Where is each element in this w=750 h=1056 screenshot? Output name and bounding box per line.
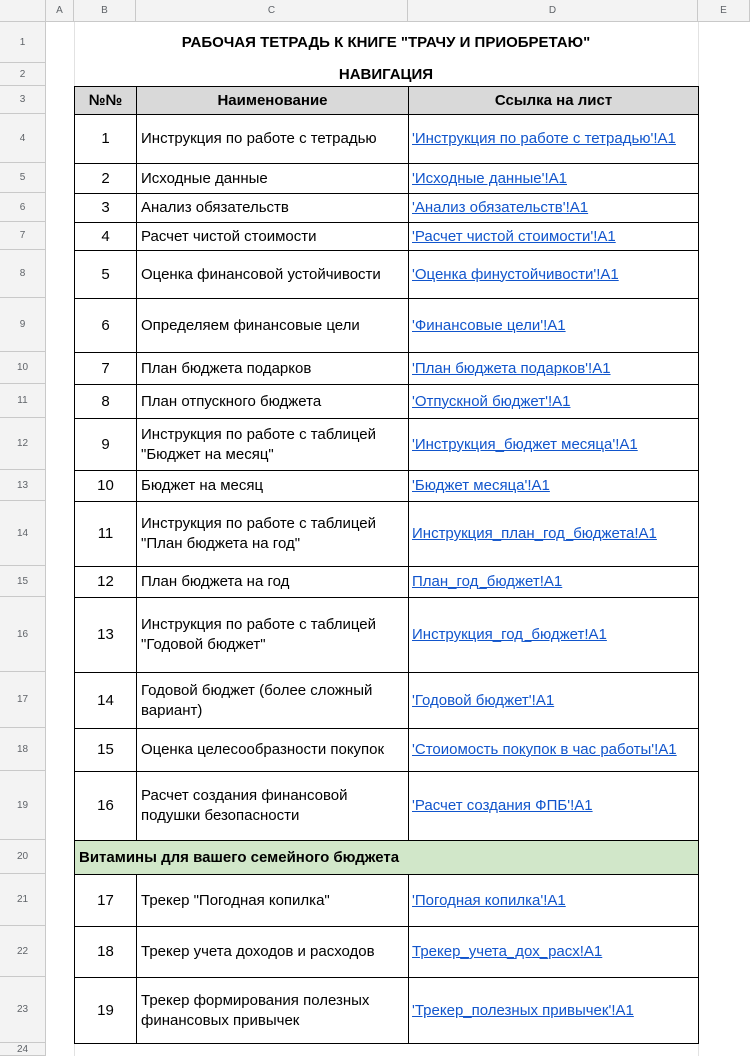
row-header[interactable]: 5 (0, 163, 46, 193)
header-name: Наименование (136, 86, 409, 115)
row-name: План отпускного бюджета (136, 384, 409, 419)
row-header[interactable]: 24 (0, 1043, 46, 1056)
row-name: Трекер формирования полезных финансовых привычек (136, 977, 409, 1044)
sheet-link[interactable]: 'Годовой бюджет'!A1 (408, 672, 699, 729)
row-name: Инструкция по работе с таблицей "План бюджета на год" (136, 501, 409, 567)
row-header[interactable]: 10 (0, 352, 46, 384)
row-header[interactable]: 20 (0, 840, 46, 874)
row-name: План бюджета подарков (136, 352, 409, 385)
sheet-link[interactable]: Инструкция_год_бюджет!A1 (408, 597, 699, 673)
row-header[interactable]: 17 (0, 672, 46, 728)
page-title: РАБОЧАЯ ТЕТРАДЬ К КНИГЕ "ТРАЧУ И ПРИОБРЕТАЮ" (181, 34, 591, 51)
row-num: 8 (74, 384, 137, 419)
row-header[interactable]: 15 (0, 566, 46, 597)
row-name: План бюджета на год (136, 566, 409, 598)
row-name: Трекер "Погодная копилка" (136, 874, 409, 927)
row-num: 4 (74, 222, 137, 251)
row-num: 7 (74, 352, 137, 385)
sheet-link[interactable]: 'План бюджета подарков'!A1 (408, 352, 699, 385)
row-header[interactable]: 14 (0, 501, 46, 566)
sheet-link[interactable]: 'Исходные данные'!A1 (408, 163, 699, 194)
row-name: Определяем финансовые цели (136, 298, 409, 353)
sheet-link[interactable]: 'Погодная копилка'!A1 (408, 874, 699, 927)
row-num: 19 (74, 977, 137, 1044)
row-header[interactable]: 4 (0, 114, 46, 163)
row-name: Трекер учета доходов и расходов (136, 926, 409, 978)
row-name: Расчет чистой стоимости (136, 222, 409, 251)
sheet-link[interactable]: Трекер_учета_дох_расх!A1 (408, 926, 699, 978)
row-num: 18 (74, 926, 137, 978)
row-header[interactable]: 21 (0, 874, 46, 926)
row-header[interactable]: 19 (0, 771, 46, 840)
row-header[interactable]: 9 (0, 298, 46, 352)
sheet-link[interactable]: 'Отпускной бюджет'!A1 (408, 384, 699, 419)
sheet-link[interactable]: 'Оценка финустойчивости'!A1 (408, 250, 699, 299)
sheet-link[interactable]: План_год_бюджет!A1 (408, 566, 699, 598)
row-header[interactable]: 7 (0, 222, 46, 250)
sheet-link[interactable]: 'Бюджет месяца'!A1 (408, 470, 699, 502)
sheet-link[interactable]: 'Финансовые цели'!A1 (408, 298, 699, 353)
navigation-heading: НАВИГАЦИЯ (338, 66, 434, 83)
column-header-b[interactable]: B (74, 0, 136, 22)
row-header[interactable]: 6 (0, 193, 46, 222)
column-header-c[interactable]: C (136, 0, 408, 22)
row-name: Оценка целесообразности покупок (136, 728, 409, 772)
row-header[interactable]: 12 (0, 418, 46, 470)
header-link: Ссылка на лист (408, 86, 699, 115)
row-header[interactable]: 18 (0, 728, 46, 771)
row-name: Исходные данные (136, 163, 409, 194)
column-header-a[interactable]: A (46, 0, 74, 22)
row-num: 13 (74, 597, 137, 673)
row-num: 10 (74, 470, 137, 502)
row-num: 6 (74, 298, 137, 353)
row-name: Инструкция по работе с тетрадью (136, 114, 409, 164)
sheet-link[interactable]: 'Расчет создания ФПБ'!A1 (408, 771, 699, 841)
section-header: Витамины для вашего семейного бюджета (74, 840, 699, 875)
column-header-d[interactable]: D (408, 0, 698, 22)
row-header[interactable]: 3 (0, 86, 46, 114)
sheet-link[interactable]: Инструкция_план_год_бюджета!A1 (408, 501, 699, 567)
corner-select-all[interactable] (0, 0, 46, 22)
row-name: Годовой бюджет (более сложный вариант) (136, 672, 409, 729)
row-num: 5 (74, 250, 137, 299)
row-num: 16 (74, 771, 137, 841)
header-num: №№ (74, 86, 137, 115)
sheet-link[interactable]: 'Инструкция_бюджет месяца'!A1 (408, 418, 699, 471)
row-num: 3 (74, 193, 137, 223)
row-num: 1 (74, 114, 137, 164)
sheet-link[interactable]: 'Стоиомость покупок в час работы'!A1 (408, 728, 699, 772)
sheet-link[interactable]: 'Трекер_полезных привычек'!A1 (408, 977, 699, 1044)
row-name: Инструкция по работе с таблицей "Бюджет на месяц" (136, 418, 409, 471)
row-name: Расчет создания финансовой подушки безопасности (136, 771, 409, 841)
row-num: 9 (74, 418, 137, 471)
row-name: Инструкция по работе с таблицей "Годовой бюджет" (136, 597, 409, 673)
row-num: 2 (74, 163, 137, 194)
column-header-e[interactable]: E (698, 0, 750, 22)
row-num: 11 (74, 501, 137, 567)
row-header[interactable]: 13 (0, 470, 46, 501)
sheet-link[interactable]: 'Инструкция по работе с тетрадью'!A1 (408, 114, 699, 164)
row-header[interactable]: 22 (0, 926, 46, 977)
row-num: 12 (74, 566, 137, 598)
row-num: 15 (74, 728, 137, 772)
row-header[interactable]: 8 (0, 250, 46, 298)
row-num: 14 (74, 672, 137, 729)
row-header[interactable]: 11 (0, 384, 46, 418)
row-name: Бюджет на месяц (136, 470, 409, 502)
row-name: Оценка финансовой устойчивости (136, 250, 409, 299)
row-header[interactable]: 1 (0, 22, 46, 63)
row-header[interactable]: 16 (0, 597, 46, 672)
row-name: Анализ обязательств (136, 193, 409, 223)
row-header[interactable]: 2 (0, 63, 46, 86)
row-header[interactable]: 23 (0, 977, 46, 1043)
sheet-link[interactable]: 'Расчет чистой стоимости'!A1 (408, 222, 699, 251)
row-num: 17 (74, 874, 137, 927)
sheet-link[interactable]: 'Анализ обязательств'!A1 (408, 193, 699, 223)
